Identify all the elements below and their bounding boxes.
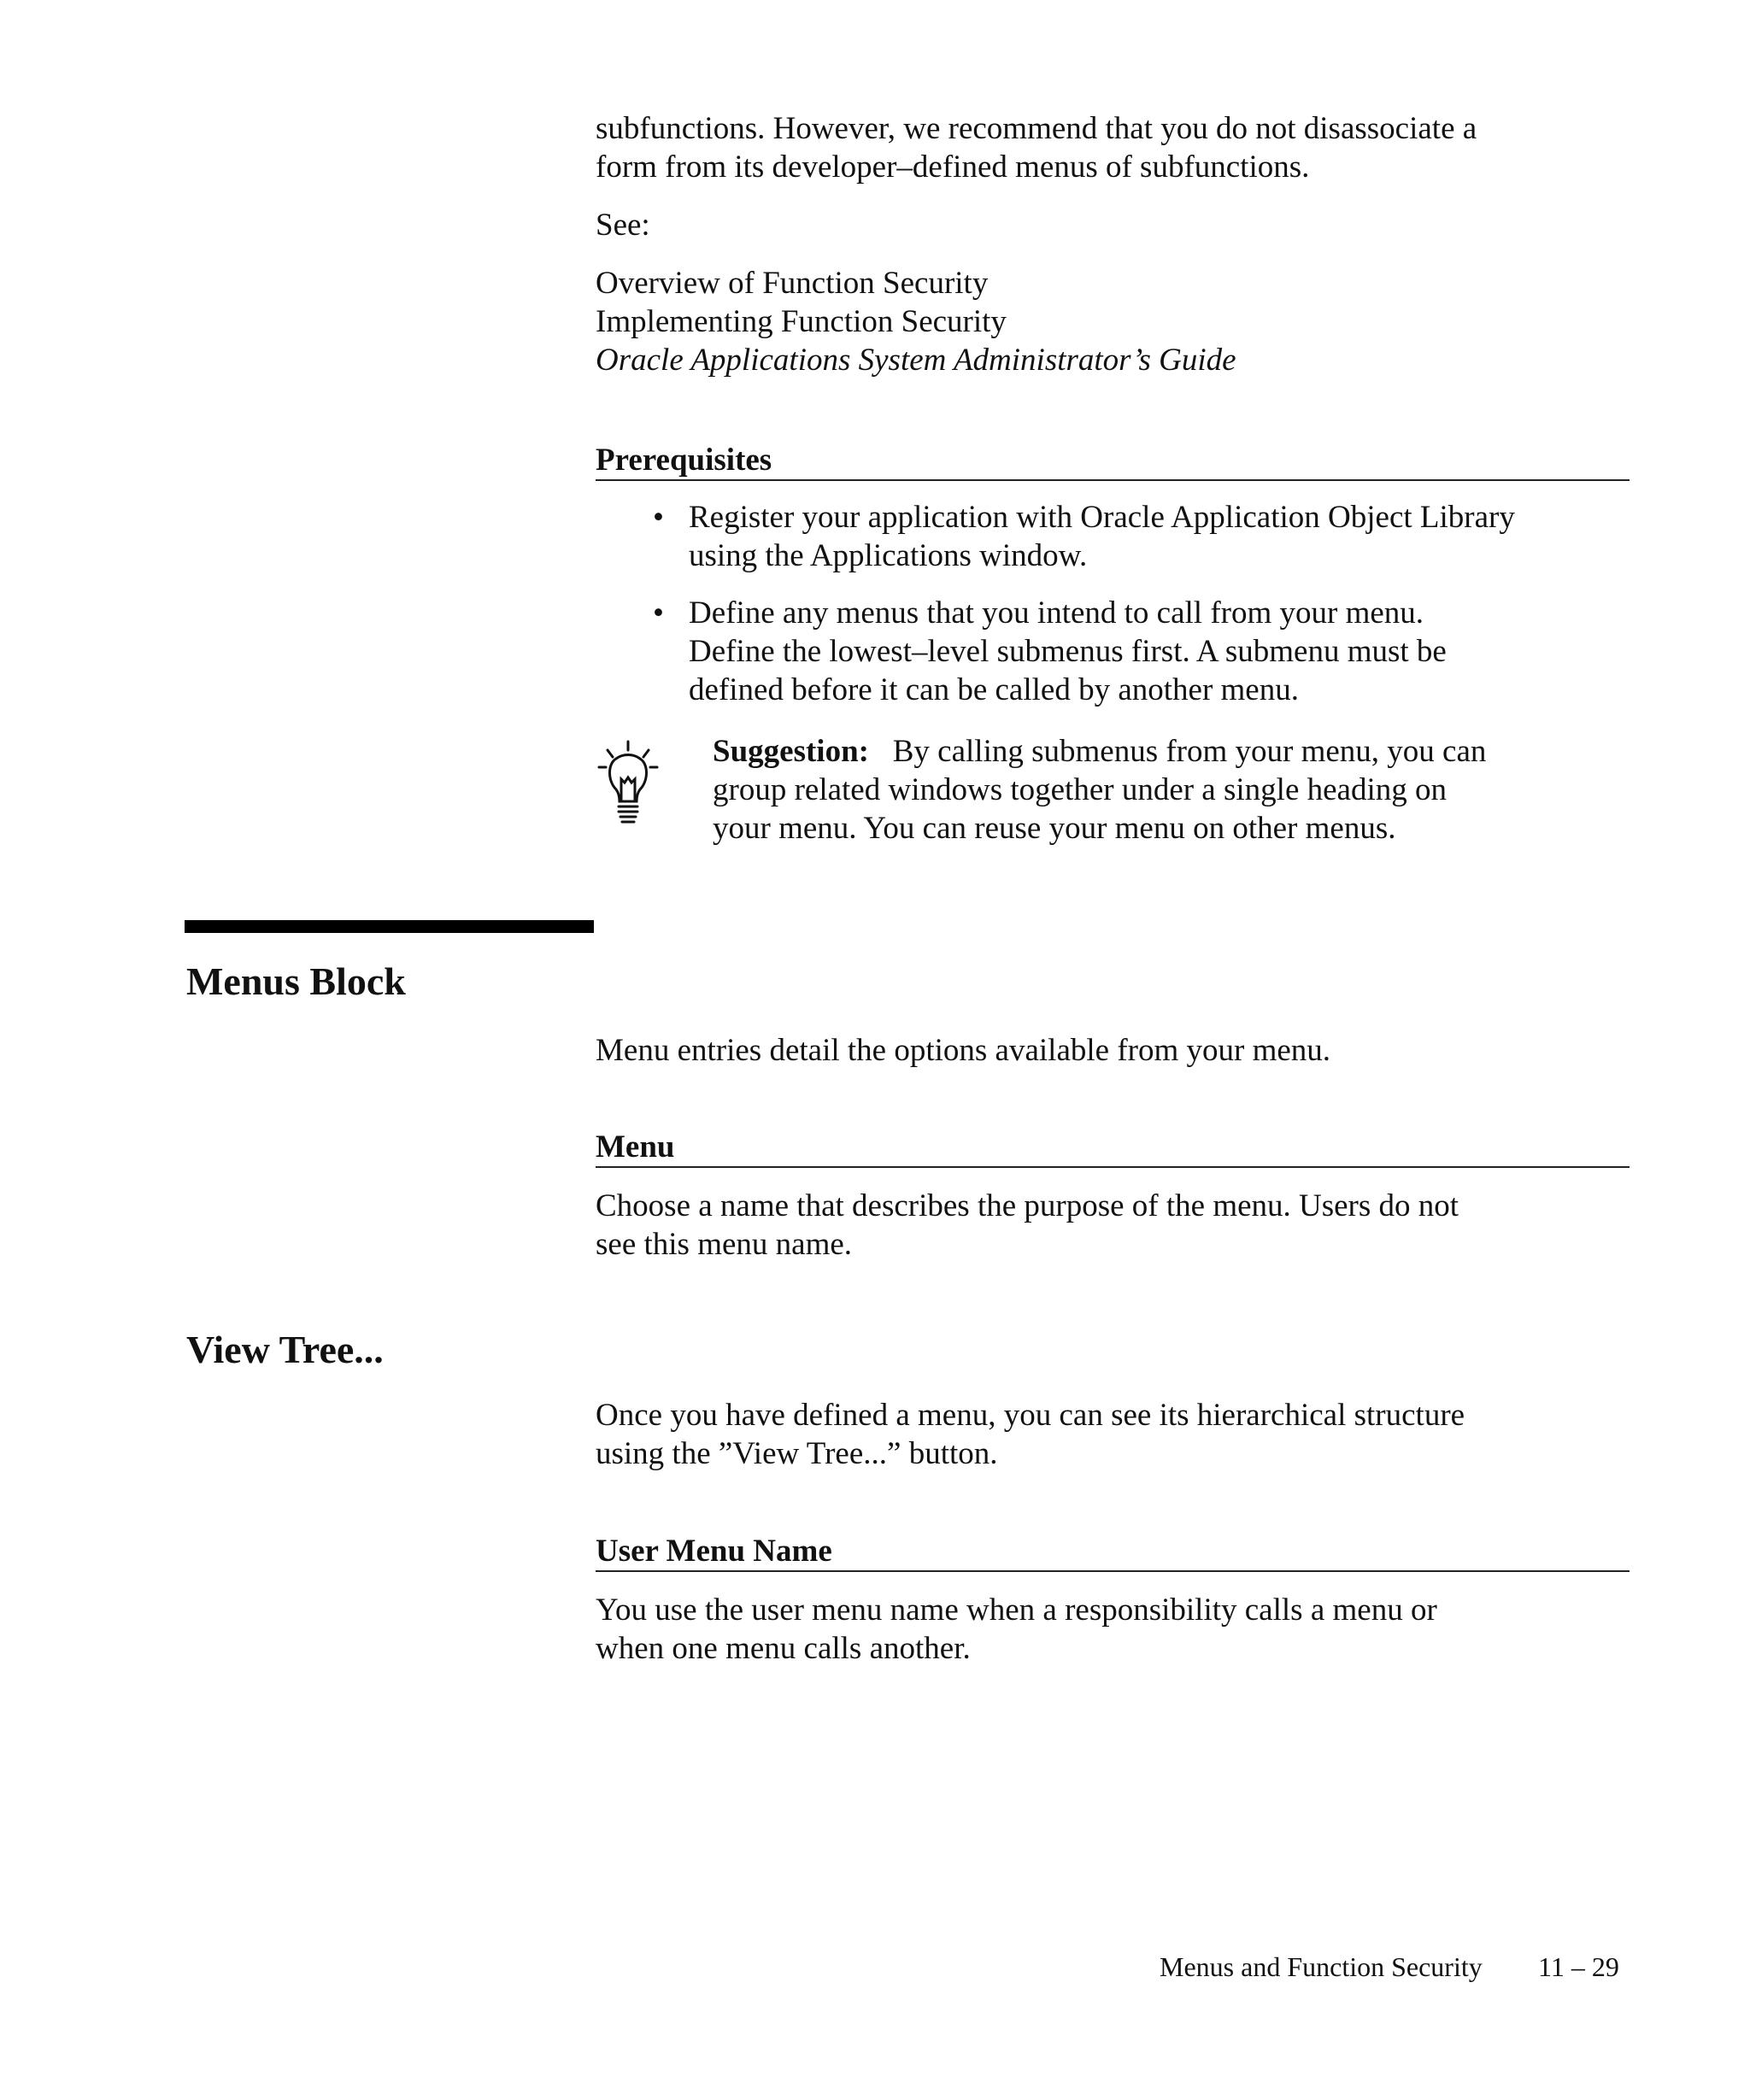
intro-line: form from its developer–defined menus of subfunctions.	[596, 150, 1310, 185]
intro-paragraph	[596, 109, 1477, 186]
view-tree-description	[596, 1396, 1465, 1473]
list-item-line: defined before it can be called by another menu.	[689, 672, 1299, 707]
prerequisites-list	[649, 498, 1632, 728]
view-tree-line: using the ”View Tree...” button.	[596, 1436, 998, 1471]
footer-page-number: 11 – 29	[1538, 1951, 1619, 1982]
see-link-implementing[interactable]: Implementing Function Security	[596, 304, 1007, 339]
suggestion-line: By calling submenus from your menu, you can	[892, 734, 1487, 769]
user-menu-name-description	[596, 1591, 1437, 1668]
bullet-icon: •	[653, 595, 664, 631]
prerequisites-heading: Prerequisites	[596, 441, 1630, 481]
list-item-line: Register your application with Oracle Application Object Library	[689, 500, 1515, 535]
menu-field-line: Choose a name that describes the purpose of the menu. Users do not	[596, 1188, 1459, 1223]
see-link-overview[interactable]: Overview of Function Security	[596, 266, 989, 301]
menu-field-description	[596, 1187, 1459, 1264]
user-menu-name-line: You use the user menu name when a responsibility calls a menu or	[596, 1593, 1437, 1628]
see-references	[596, 264, 1236, 379]
see-label: See:	[596, 208, 650, 243]
view-tree-heading: View Tree...	[186, 1328, 384, 1371]
suggestion-line: group related windows together under a single heading on	[713, 772, 1447, 807]
menus-block-intro: Menu entries detail the options available from your menu.	[596, 1033, 1331, 1068]
suggestion-label: Suggestion:	[713, 734, 869, 769]
menu-field-heading: Menu	[596, 1128, 1630, 1168]
suggestion-note	[713, 732, 1486, 848]
view-tree-line: Once you have defined a menu, you can see its hierarchical structure	[596, 1398, 1465, 1433]
section-divider	[185, 920, 594, 933]
list-item	[649, 594, 1632, 709]
suggestion-line: your menu. You can reuse your menu on other menus.	[713, 811, 1396, 846]
intro-line: subfunctions. However, we recommend that you do not disassociate a	[596, 111, 1477, 146]
lightbulb-icon	[596, 738, 664, 832]
bullet-icon: •	[653, 500, 664, 535]
user-menu-name-heading: User Menu Name	[596, 1532, 1630, 1572]
list-item-line: Define the lowest–level submenus first. A submenu must be	[689, 634, 1447, 669]
menus-block-heading: Menus Block	[186, 959, 406, 1003]
list-item-line: using the Applications window.	[689, 538, 1088, 573]
list-item	[649, 498, 1632, 575]
footer-chapter-title: Menus and Function Security	[1160, 1951, 1483, 1982]
menu-field-line: see this menu name.	[596, 1227, 853, 1262]
list-item-line: Define any menus that you intend to call from your menu.	[689, 595, 1424, 631]
see-guide-title: Oracle Applications System Administrator’s Guide	[596, 343, 1236, 378]
user-menu-name-line: when one menu calls another.	[596, 1631, 971, 1666]
